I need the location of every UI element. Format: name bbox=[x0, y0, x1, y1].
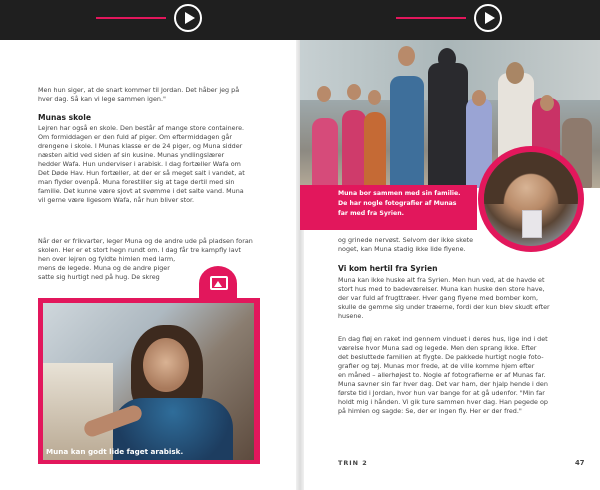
family-caption-line: Muna bor sammen med sin familie. bbox=[338, 190, 461, 197]
syria-line: skulle de gemme sig under træerne, fordi der kun blev skudt efter bbox=[338, 303, 550, 311]
family-caption-line: De har nogle fotografier af Munas bbox=[338, 200, 457, 207]
right-progress-line bbox=[396, 17, 466, 19]
play-icon[interactable] bbox=[474, 4, 502, 32]
school-line: hedder Wafa. Hun underviser i arabisk. I dag fortæller Wafa om bbox=[38, 160, 241, 168]
night-line: det besluttede familien at flygte. De pakkede hurtigt nogle foto- bbox=[338, 353, 544, 361]
night-line: værelse hvor Muna sad og legede. Men den sprang ikke. Efter bbox=[338, 344, 537, 352]
school-line: Lejren har også en skole. Den består af mange store containere. bbox=[38, 124, 245, 132]
night-line: grafier og tøj. Munas mor frede, at de ville komme hjem efter bbox=[338, 362, 535, 370]
footer-label: TRIN 2 bbox=[338, 459, 368, 467]
freetime-line: satte sig hurtigt ned på hug. De skreg bbox=[38, 273, 160, 281]
photo-caption: Muna kan godt lide faget arabisk. bbox=[46, 447, 184, 456]
school-line: Om formiddagen er den fuld af piger. Om eftermiddagen går bbox=[38, 133, 233, 141]
school-line: vil gerne være ligesom Wafa, når hun bliver stor. bbox=[38, 196, 195, 204]
freetime-line: mens de legede. Muna og de andre piger bbox=[38, 264, 170, 272]
school-line: næsten altid ved siden af sin kusine. Munas yndlingslærer bbox=[38, 151, 225, 159]
night-line: første tid i Jordan, hvor hun var bange for at gå udenfor. "Min far bbox=[338, 389, 545, 397]
school-line: man flyder ovenpå. Muna forestiller sig at tage dertil med sin bbox=[38, 178, 235, 186]
portrait-photo bbox=[484, 152, 578, 246]
syria-line: stort hus med to badeværelser. Muna kan huske den store have, bbox=[338, 285, 545, 293]
freetime-line: Når der er frikvarter, leger Muna og de andre ude på pladsen foran bbox=[38, 237, 253, 245]
night-line: Muna savner sin far hver dag. Det var ham, der hjalp hende i den bbox=[338, 380, 548, 388]
school-line: Det Døde Hav. Hun fortæller, at der er så meget salt i vandet, at bbox=[38, 169, 245, 177]
image-gallery-icon[interactable] bbox=[210, 276, 228, 290]
syria-line: der var fuld af frugttræer. Hver gang flyene med bomber kom, bbox=[338, 294, 539, 302]
play-icon[interactable] bbox=[174, 4, 202, 32]
continuation-line: noget, kan Muna stadig ikke lide flyene. bbox=[338, 245, 466, 253]
syria-line: Muna kan ikke huske alt fra Syrien. Men hun ved, at de havde et bbox=[338, 276, 545, 284]
family-caption-line: far med fra Syrien. bbox=[338, 210, 404, 217]
section-title-syria: Vi kom hertil fra Syrien bbox=[338, 264, 438, 273]
continuation-line: og grinede nervøst. Selvom der ikke skete bbox=[338, 236, 474, 244]
left-progress-line bbox=[96, 17, 166, 19]
intro-line: hver dag. Så kan vi lege sammen igen." bbox=[38, 95, 166, 103]
freetime-line: hen over lejren og fyldte himlen med larm, bbox=[38, 255, 176, 263]
section-title-school: Munas skole bbox=[38, 113, 91, 122]
night-line: en måned – allerhøjest to. Nogle af fotografierne er af Munas far. bbox=[338, 371, 546, 379]
page-number: 47 bbox=[575, 459, 585, 467]
school-line: familie. Det kunne være sjovt at svømme i det salte vand. Muna bbox=[38, 187, 244, 195]
night-line: En dag fløj en raket ind gennem vinduet i deres hus, lige ind i det bbox=[338, 335, 548, 343]
top-bar bbox=[0, 0, 600, 40]
school-line: drengene i skole. I Munas klasse er de 24 piger, og Muna sidder bbox=[38, 142, 243, 150]
night-line: på himlen og sagde: Se, der er ingen fly. Her er der fred." bbox=[338, 407, 522, 415]
classroom-photo bbox=[43, 303, 254, 460]
freetime-line: skolen. Her er et stort hegn rundt om. I dag får tre kampfly lavt bbox=[38, 246, 241, 254]
syria-line: husene. bbox=[338, 312, 364, 320]
night-line: holdt mig i hånden. Vi gik ture sammen hver dag. Han pegede op bbox=[338, 398, 548, 406]
intro-line: Men hun siger, at de snart kommer til Jordan. Det håber jeg på bbox=[38, 86, 240, 94]
